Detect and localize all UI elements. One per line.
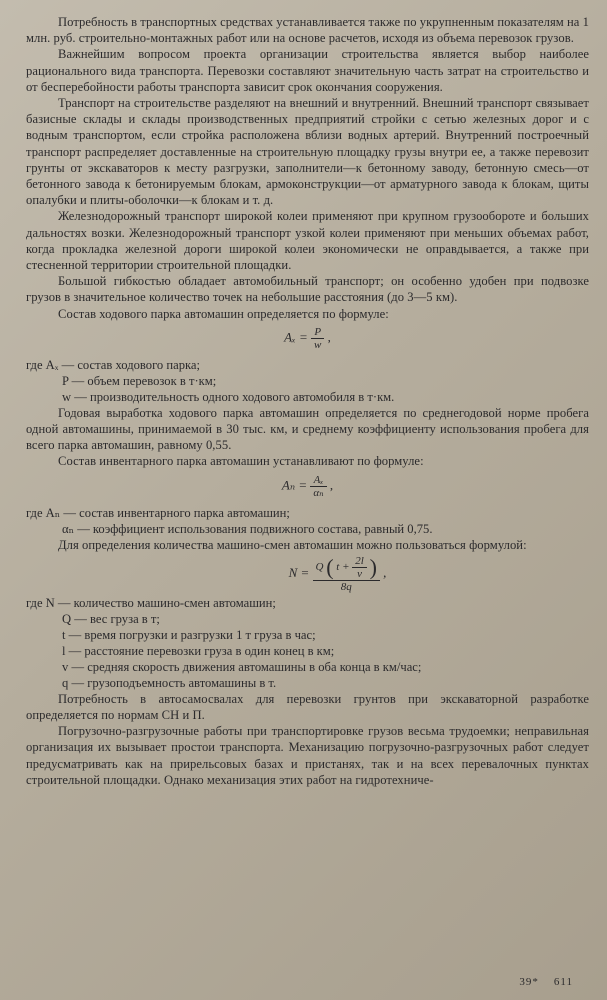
legend-inventory-fleet [26,505,589,537]
formula-numerator [313,555,380,581]
legend-machine-shifts [26,595,589,691]
formula-fraction [313,555,380,593]
legend-row: P — объем перевозок в т·км; [62,373,217,388]
legend-running-fleet [26,357,589,405]
formula-denominator: αₙ [313,486,324,499]
legend-row: t — время погрузки и разгрузки 1 т груза в час; [62,627,316,642]
formula-numerator: P [311,326,324,339]
formula-denominator: 8q [340,580,352,593]
paragraph-external-internal: Транспорт на строительстве разделяют на внешний и внутренний. Внешний транспорт связывает базисные склады и склады производственных предприятий стройки с сетью железных дорог и с водным транспортом, если стройка расположена вблизи водных артерий. Внутренний построечный транспорт распределяет доставленные на строительную площадку грузы внутри ее, а также перевозит грунты от экскаваторов к месту разгрузки, заполнители—к бетонному заводу, бетонную смесь—от бетонного завода к бетонируемым блокам, армоконструкции—от арматурного завода к блокам, щиты опалубки и плиты-оболочки—к блокам и т. д. [26,96,589,208]
paragraph-machine-shifts-intro: Для определения количества машино-смен автомашин можно пользоваться формулой: [58,537,527,552]
paragraph-transport-choice: Важнейшим вопросом проекта организации строительства является выбор наиболее рационального вида транспорта. Перевозки составляют значительную часть затрат на строительство и от бесперебойности работы транспорта зависит срок окончания сооружения. [26,47,589,94]
page-number: 611 [553,976,573,988]
formula-fraction [310,474,326,499]
paragraph-automobile: Большой гибкостью обладает автомобильный транспорт; он особенно удобен при подвозке грузов в значительное количество точек на небольшие расстояния (до 3—5 км). [26,274,589,305]
close-paren-icon: ) [369,554,377,580]
paragraph-inventory-fleet-intro: Состав инвентарного парка автомашин устанавливают по формуле: [58,454,424,469]
formula-inventory-fleet [26,474,589,499]
legend-row: Q — вес груза в т; [62,611,160,626]
formula-t: t + [336,560,350,573]
formula-lhs: Aₙ = [281,477,308,493]
legend-row: где Aₓ — состав ходового парка; [26,357,201,372]
formula-tail: , [327,329,331,345]
page-footer [519,976,573,988]
formula-tail: , [383,564,387,580]
legend-row: l — расстояние перевозки груза в один конец в км; [62,643,335,658]
legend-row: w — производительность одного ходового автомобиля в т·км. [62,389,395,404]
paragraph-dump-trucks: Потребность в автосамосвалах для перевозки грунтов при экскаваторной разработке определяется по нормам СН и П. [26,691,589,723]
formula-inner-fraction [352,555,367,580]
signature-mark: 39* [519,976,539,988]
paragraph-running-fleet-intro: Состав ходового парка автомашин определяется по формуле: [58,306,389,321]
formula-q: Q [315,560,324,573]
formula-tail: , [329,477,334,493]
legend-row: αₙ — коэффициент использования подвижного состава, равный 0,75. [62,521,433,536]
legend-row: q — грузоподъемность автомашины в т. [62,675,277,690]
paragraph-railway: Железнодорожный транспорт широкой колеи применяют при крупном грузообороте и больших дальностях возки. Железнодорожный транспорт узкой колеи применяют при меньших объемах работ, когда прокладка железной дороги широкой колеи экономически не оправдывается, а также при стесненной территории строительной площадки. [26,209,589,273]
paragraph-annual-output: Годовая выработка ходового парка автомашин определяется по среднегодовой норме пробега одной автомашины, принимаемой в 30 тыс. км, и среднему коэффициенту использования пробега для всего парка автомашин, равному 0,55. [26,405,589,453]
formula-inner-denominator: v [357,567,362,580]
legend-row: v — средняя скорость движения автомашины в оба конца в км/час; [62,659,422,674]
formula-denominator: w [314,338,322,351]
legend-row: где Aₙ — состав инвентарного парка автомашин; [26,505,290,520]
formula-running-fleet [26,326,589,351]
legend-row: где N — количество машино-смен автомашин; [26,595,276,610]
formula-inner-numerator: 2l [352,555,367,568]
paragraph-transport-demand: Потребность в транспортных средствах устанавливается также по укрупненным показателям на 1 млн. руб. строительно-монтажных работ или на основе расчетов, исходя из объема перевозок грузов. [26,15,589,46]
formula-numerator: Aₓ [310,474,326,487]
paragraph-loading-works: Погрузочно-разгрузочные работы при транспортировке грузов весьма трудоемки; неправильная организация их вызывает простои транспорта. Механизацию погрузочно-разгрузочных работ следует предусматривать как на прирельсовых базах и пристанях, так и на всех перевалочных пунктах строительной площадки. Однако механизация этих работ на гидротехниче- [26,724,589,787]
formula-lhs: Aₓ = [284,329,308,345]
formula-lhs: N = [288,564,310,580]
formula-machine-shifts [86,555,589,593]
formula-fraction [311,326,324,351]
open-paren-icon: ( [326,554,334,580]
